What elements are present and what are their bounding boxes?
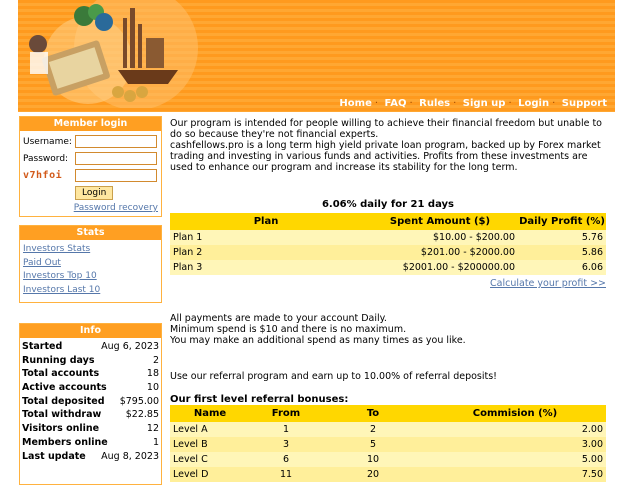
table-row — [170, 230, 606, 245]
info-row — [20, 408, 161, 422]
level-commission: 3.00 — [424, 437, 606, 452]
nav-login[interactable]: Login — [518, 98, 550, 109]
password-recovery-link[interactable]: Password recovery — [73, 203, 158, 213]
payment-info: Minimum spend is $10 and there is no maximum. — [170, 324, 407, 335]
level-to: 2 — [322, 422, 424, 437]
plan-profit: 5.86 — [518, 245, 606, 260]
level-name: Level B — [170, 437, 250, 452]
info-value: Aug 6, 2023 — [101, 341, 159, 352]
stats-title: Stats — [20, 226, 161, 240]
member-login-title: Member login — [20, 117, 161, 131]
payment-info: You may make an additional spend as many times as you like. — [170, 335, 466, 346]
referral-header-to: To — [322, 405, 424, 422]
info-row — [20, 354, 161, 368]
table-row — [170, 245, 606, 260]
referral-header-name: Name — [170, 405, 250, 422]
investors-last10-link[interactable]: Investors Last 10 — [23, 284, 101, 295]
nav-signup[interactable]: Sign up — [462, 98, 506, 109]
stats-box — [19, 225, 162, 303]
investors-top10-link[interactable]: Investors Top 10 — [23, 271, 97, 281]
info-key: Total accounts — [22, 368, 100, 380]
nav-separator: · — [374, 98, 379, 109]
plans-header-amount: Spent Amount ($) — [362, 213, 518, 230]
level-commission: 7.50 — [424, 467, 606, 482]
level-from: 1 — [250, 422, 322, 437]
level-name: Level C — [170, 452, 250, 467]
password-label: Password: — [23, 153, 69, 164]
info-key: Active accounts — [22, 382, 107, 394]
referral-header-commission: Commision (%) — [424, 405, 606, 422]
info-value: 10 — [146, 382, 159, 394]
level-from: 3 — [250, 437, 322, 452]
level-commission: 5.00 — [424, 452, 606, 467]
table-row — [170, 422, 606, 437]
plans-table — [170, 213, 606, 275]
referral-table — [170, 405, 606, 482]
member-login-box — [19, 116, 162, 217]
main-content — [170, 118, 606, 482]
captcha-input[interactable] — [75, 169, 157, 182]
header-banner-image — [18, 0, 218, 108]
referral-title: Our first level referral bonuses: — [170, 394, 349, 405]
calculate-profit-link[interactable]: Calculate your profit >> — [490, 278, 606, 289]
info-box — [19, 323, 162, 485]
level-to: 10 — [322, 452, 424, 467]
info-row — [20, 422, 161, 436]
info-key: Started — [22, 341, 63, 352]
info-key: Last update — [22, 450, 86, 462]
table-row — [170, 260, 606, 275]
info-row — [20, 367, 161, 381]
nav-separator: · — [453, 98, 457, 109]
table-row — [170, 437, 606, 452]
info-value: 18 — [146, 368, 159, 380]
info-row — [20, 381, 161, 395]
info-value: 12 — [146, 423, 159, 435]
payment-info: All payments are made to your account Daily. — [170, 313, 387, 324]
nav-separator: · — [508, 98, 512, 109]
nav-separator: · — [552, 98, 556, 109]
plan-profit: 5.76 — [518, 230, 606, 245]
plan-profit: 6.06 — [518, 260, 606, 275]
info-key: Total deposited — [22, 395, 105, 407]
plan-name: Plan 3 — [170, 260, 362, 275]
table-row — [170, 452, 606, 467]
level-name: Level A — [170, 422, 250, 437]
info-title: Info — [20, 324, 161, 338]
referral-header-from: From — [250, 405, 322, 422]
intro-text-2: cashfellows.pro is a long term high yield private loan program, backed up by Forex market trading and investing in various funds and activities. Profits from these investments are used to enhance our program and increase its stability for the long term. — [170, 140, 601, 173]
username-label: Username: — [23, 136, 72, 147]
nav-faq[interactable]: FAQ — [384, 98, 407, 109]
plans-header-profit: Daily Profit (%) — [518, 213, 606, 230]
info-key: Total withdraw — [22, 409, 102, 421]
info-key: Visitors online — [22, 423, 100, 435]
nav-support[interactable]: Support — [561, 98, 607, 109]
level-to: 20 — [322, 467, 424, 482]
password-input[interactable] — [75, 152, 157, 165]
nav-separator: · — [409, 98, 413, 109]
intro-text: Our program is intended for people willing to achieve their financial freedom but unable to do so because they're not financial experts. — [170, 118, 602, 140]
plan-amount: $2001.00 - $200000.00 — [362, 260, 518, 275]
info-row — [20, 436, 161, 450]
plan-amount: $201.00 - $2000.00 — [362, 245, 518, 260]
nav-home[interactable]: Home — [339, 98, 372, 109]
captcha-image: v7hfoi — [23, 170, 63, 181]
page-frame — [18, 0, 615, 480]
site-header — [18, 0, 615, 112]
level-name: Level D — [170, 467, 250, 482]
info-row — [20, 395, 161, 409]
plan-amount: $10.00 - $200.00 — [362, 230, 518, 245]
level-to: 5 — [322, 437, 424, 452]
paid-out-link[interactable]: Paid Out — [23, 257, 61, 268]
level-from: 11 — [250, 467, 322, 482]
info-key: Members online — [22, 436, 108, 448]
level-from: 6 — [250, 452, 322, 467]
top-navigation — [339, 98, 607, 109]
info-value: $795.00 — [119, 395, 159, 407]
info-row — [20, 340, 161, 354]
plans-title: 6.06% daily for 21 days — [321, 199, 455, 210]
plans-header-plan: Plan — [170, 213, 362, 230]
info-value: 1 — [152, 436, 159, 448]
plan-name: Plan 1 — [170, 230, 362, 245]
level-commission: 2.00 — [424, 422, 606, 437]
info-value: Aug 8, 2023 — [101, 450, 159, 462]
sidebar — [19, 116, 162, 493]
info-value: 2 — [152, 354, 159, 366]
info-value: $22.85 — [125, 409, 159, 421]
plan-name: Plan 2 — [170, 245, 362, 260]
username-input[interactable] — [75, 135, 157, 148]
nav-rules[interactable]: Rules — [419, 98, 451, 109]
info-row — [20, 450, 161, 464]
login-button[interactable]: Login — [75, 186, 113, 200]
investors-stats-link[interactable]: Investors Stats — [23, 244, 91, 254]
referral-text: Use our referral program and earn up to 10.00% of referral deposits! — [170, 371, 497, 382]
info-key: Running days — [22, 354, 95, 366]
